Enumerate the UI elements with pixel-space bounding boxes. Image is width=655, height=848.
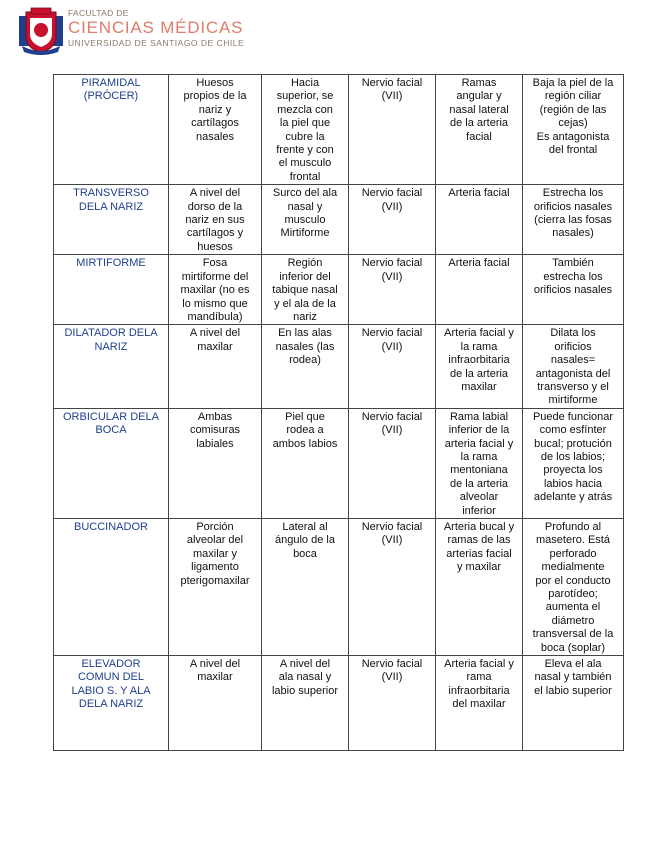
action-cell <box>523 255 624 325</box>
muscle-name-cell <box>54 519 169 656</box>
nerve-cell <box>349 408 436 518</box>
cell-line: ala nasal y <box>278 671 332 684</box>
cell-line: (región de las <box>539 103 607 116</box>
action-cell <box>523 408 624 518</box>
cell-line: LABIO S. Y ALA <box>71 684 151 697</box>
cell-line: Huesos <box>196 77 234 89</box>
cell-line: Arteria facial <box>448 187 510 200</box>
cell-line: adelante y atrás <box>533 491 613 504</box>
cell-line: labiales <box>196 437 234 450</box>
cell-line: nasales) <box>552 227 594 240</box>
cell-line: Nervio facial <box>361 658 423 671</box>
cell-line: Dilata los <box>550 327 596 340</box>
cell-line: Arteria bucal y <box>443 521 515 533</box>
faculty-name: CIENCIAS MÉDICAS <box>68 18 244 37</box>
cell-line: Rama labial <box>449 410 509 423</box>
cell-line: Ambas <box>197 410 233 423</box>
cell-line: nasales <box>196 130 234 143</box>
university-seal-icon <box>16 6 66 56</box>
cell-line: Nervio facial <box>361 521 423 533</box>
table-row <box>54 519 624 656</box>
cell-line: infraorbitaria <box>448 354 510 367</box>
cell-line: boca (soplar) <box>540 641 606 654</box>
table-row <box>54 75 624 185</box>
cell-line: maxilar <box>197 340 233 353</box>
table-row <box>54 408 624 518</box>
facial-muscles-table <box>53 74 624 751</box>
insertion-cell <box>262 519 349 656</box>
cell-line: propios de la <box>183 90 247 103</box>
cell-line: Nervio facial <box>361 187 423 200</box>
cell-line: orificios nasales <box>533 284 613 297</box>
faculty-header <box>16 6 316 58</box>
cell-line: pterigomaxilar <box>180 574 250 587</box>
cell-line: labio superior <box>271 684 339 697</box>
cell-line: (VII) <box>381 340 403 353</box>
cell-line: rodea) <box>289 354 321 367</box>
cell-line: rodea a <box>286 424 324 437</box>
cell-line: También <box>552 257 594 270</box>
cell-line: mirtiforme <box>548 394 598 407</box>
cell-line: transversal de la <box>532 628 614 641</box>
university-name: UNIVERSIDAD DE SANTIAGO DE CHILE <box>68 38 245 48</box>
cell-line: como esfínter <box>539 424 607 437</box>
muscle-name-cell <box>54 75 169 185</box>
nerve-cell <box>349 656 436 751</box>
artery-cell <box>436 519 523 656</box>
cell-line: BOCA <box>95 424 127 437</box>
cell-line: musculo <box>284 214 326 227</box>
cell-line: (cierra las fosas <box>534 214 612 227</box>
facial-muscles-table-body <box>54 75 624 751</box>
cell-line: el musculo <box>278 157 332 170</box>
cell-line: por el conducto <box>535 574 611 587</box>
cell-line: facial <box>466 130 492 143</box>
cell-line: A nivel del <box>189 658 241 671</box>
cell-line: (VII) <box>381 424 403 437</box>
cell-line: BUCCINADOR <box>74 521 148 533</box>
cell-line: Nervio facial <box>361 327 423 340</box>
cell-line: el labio superior <box>534 684 612 697</box>
cell-line: NARIZ <box>94 340 128 353</box>
cell-line: transverso y el <box>537 380 609 393</box>
cell-line: de la arteria <box>449 477 509 490</box>
cell-line: ángulo de la <box>275 534 335 547</box>
cell-line: maxilar y <box>192 547 237 560</box>
cell-line: nasal y también <box>534 671 612 684</box>
cell-line: Ramas <box>461 77 497 89</box>
cell-line: bucal; protución <box>534 437 612 450</box>
cell-line: DELA NARIZ <box>78 698 144 711</box>
cell-line: mentoniana <box>450 464 508 477</box>
cell-line: (VII) <box>381 671 403 684</box>
cell-line: superior, se <box>276 90 334 103</box>
cell-line: ambos labios <box>272 437 338 450</box>
cell-line: (VII) <box>381 200 403 213</box>
cell-line: ramas de las <box>447 534 511 547</box>
cell-line: estrecha los <box>543 270 603 283</box>
cell-line: ligamento <box>191 561 239 574</box>
cell-line: (VII) <box>381 270 403 283</box>
cell-line: ORBICULAR DELA <box>63 410 159 423</box>
cell-line: diámetro <box>551 614 595 627</box>
insertion-cell <box>262 408 349 518</box>
cell-line: Porción <box>196 521 234 533</box>
cell-line: comisuras <box>189 424 241 437</box>
cell-line: Es antagonista <box>536 130 610 143</box>
nerve-cell <box>349 325 436 408</box>
origin-cell <box>169 408 262 518</box>
cell-line: infraorbitaria <box>448 684 510 697</box>
cell-line: la piel que <box>279 117 331 130</box>
cell-line: aumenta el <box>545 601 601 614</box>
cell-line: nasales (las <box>275 340 335 353</box>
cell-line: nariz en sus <box>185 214 245 227</box>
insertion-cell <box>262 75 349 185</box>
cell-line: antagonista del <box>535 367 611 380</box>
cell-line: orificios <box>554 340 592 353</box>
nerve-cell <box>349 75 436 185</box>
cell-line: orificios nasales <box>533 200 613 213</box>
cell-line: (VII) <box>381 90 403 103</box>
cell-line: del frontal <box>548 144 598 157</box>
muscle-name-cell <box>54 656 169 751</box>
cell-line: MIRTIFORME <box>76 257 146 270</box>
artery-cell <box>436 185 523 255</box>
cell-line: nasal lateral <box>449 103 509 116</box>
cell-line: Lateral al <box>282 521 328 533</box>
action-cell <box>523 519 624 656</box>
cell-line: Fosa <box>202 257 228 270</box>
muscle-name-cell <box>54 408 169 518</box>
cell-line: alveolar <box>459 491 499 504</box>
cell-line: Puede funcionar <box>532 410 614 423</box>
muscle-name-cell <box>54 325 169 408</box>
cell-line: nariz <box>293 310 317 323</box>
cell-line: A nivel del <box>189 327 241 340</box>
cell-line: Mirtiforme <box>280 227 330 240</box>
artery-cell <box>436 408 523 518</box>
origin-cell <box>169 656 262 751</box>
nerve-cell <box>349 519 436 656</box>
cell-line: Arteria facial y <box>444 658 514 671</box>
cell-line: Estrecha los <box>542 187 604 200</box>
table-row <box>54 255 624 325</box>
insertion-cell <box>262 255 349 325</box>
origin-cell <box>169 255 262 325</box>
cell-line: arterias facial <box>446 547 512 560</box>
cell-line: COMUN DEL <box>77 671 144 684</box>
nerve-cell <box>349 255 436 325</box>
cell-line: mezcla con <box>277 103 333 116</box>
cell-line: arteria facial y <box>444 437 514 450</box>
muscle-name-cell <box>54 255 169 325</box>
cell-line: de los labios; <box>540 450 606 463</box>
cell-line: frente y con <box>276 144 334 157</box>
cell-line: Región <box>287 257 323 270</box>
artery-cell <box>436 325 523 408</box>
cell-line: Baja la piel de la <box>532 77 614 89</box>
cell-line: PIRAMIDAL <box>81 77 141 89</box>
cell-line: cartílagos <box>191 117 239 130</box>
cell-line: alveolar del <box>186 534 244 547</box>
cell-line: cubre la <box>285 130 325 143</box>
cell-line: Eleva el ala <box>544 658 602 671</box>
cell-line: maxilar (no es <box>180 284 250 297</box>
muscle-name-cell <box>54 185 169 255</box>
cell-line: (VII) <box>381 534 403 547</box>
artery-cell <box>436 75 523 185</box>
cell-line: labios hacia <box>543 477 603 490</box>
cell-line: región ciliar <box>544 90 602 103</box>
insertion-cell <box>262 656 349 751</box>
cell-line: ELEVADOR <box>81 658 141 671</box>
cell-line: tabique nasal <box>272 284 338 297</box>
cell-line: lo mismo que <box>182 297 248 310</box>
cell-line: perforado <box>549 547 597 560</box>
cell-line: maxilar <box>461 380 497 393</box>
cell-line: Hacia <box>290 77 320 89</box>
artery-cell <box>436 656 523 751</box>
insertion-cell <box>262 325 349 408</box>
cell-line: inferior de la <box>448 424 510 437</box>
origin-cell <box>169 75 262 185</box>
faculty-label: FACULTAD DE <box>68 8 129 18</box>
cell-line: nariz y <box>198 103 232 116</box>
artery-cell <box>436 255 523 325</box>
cell-line: boca <box>293 547 317 560</box>
cell-line: de la arteria <box>449 367 509 380</box>
cell-line: (PRÓCER) <box>83 90 139 103</box>
cell-line: y el ala de la <box>274 297 336 310</box>
cell-line: En las alas <box>278 327 332 340</box>
action-cell <box>523 656 624 751</box>
cell-line: masetero. Está <box>536 534 610 547</box>
cell-line: inferior del <box>279 270 331 283</box>
faculty-wordmark <box>68 8 244 48</box>
cell-line: nasal y <box>287 200 323 213</box>
cell-line: la rama <box>460 340 498 353</box>
cell-line: Nervio facial <box>361 257 423 270</box>
cell-line: maxilar <box>197 671 233 684</box>
cell-line: huesos <box>197 240 233 253</box>
cell-line: mandíbula) <box>187 310 243 323</box>
cell-line: dorso de la <box>187 200 243 213</box>
cell-line: del maxilar <box>452 698 506 711</box>
origin-cell <box>169 185 262 255</box>
origin-cell <box>169 325 262 408</box>
cell-line: A nivel del <box>279 658 331 671</box>
cell-line: Profundo al <box>544 521 602 533</box>
cell-line: angular y <box>456 90 502 103</box>
cell-line: inferior <box>462 504 496 517</box>
table-row <box>54 656 624 751</box>
cell-line: Arteria facial y <box>444 327 514 340</box>
cell-line: Nervio facial <box>361 410 423 423</box>
cell-line: nasales= <box>550 354 596 367</box>
cell-line: DELA NARIZ <box>78 200 144 213</box>
cell-line: Piel que <box>285 410 325 423</box>
cell-line: parotídeo; <box>548 588 598 601</box>
cell-line: DILATADOR DELA <box>64 327 158 340</box>
action-cell <box>523 185 624 255</box>
nerve-cell <box>349 185 436 255</box>
cell-line: frontal <box>289 170 321 183</box>
cell-line: y maxilar <box>456 561 501 574</box>
table-row <box>54 185 624 255</box>
cell-line: Surco del ala <box>272 187 338 200</box>
action-cell <box>523 75 624 185</box>
cell-line: cejas) <box>558 117 588 130</box>
cell-line: proyecta los <box>543 464 603 477</box>
insertion-cell <box>262 185 349 255</box>
cell-line: A nivel del <box>189 187 241 200</box>
cell-line: Nervio facial <box>361 77 423 89</box>
origin-cell <box>169 519 262 656</box>
cell-line: TRANSVERSO <box>73 187 149 200</box>
cell-line: rama <box>466 671 492 684</box>
action-cell <box>523 325 624 408</box>
cell-line: la rama <box>460 450 498 463</box>
cell-line: medialmente <box>541 561 605 574</box>
table-row <box>54 325 624 408</box>
cell-line: de la arteria <box>449 117 509 130</box>
cell-line: mirtiforme del <box>181 270 249 283</box>
cell-line: Arteria facial <box>448 257 510 270</box>
cell-line: cartílagos y <box>186 227 244 240</box>
